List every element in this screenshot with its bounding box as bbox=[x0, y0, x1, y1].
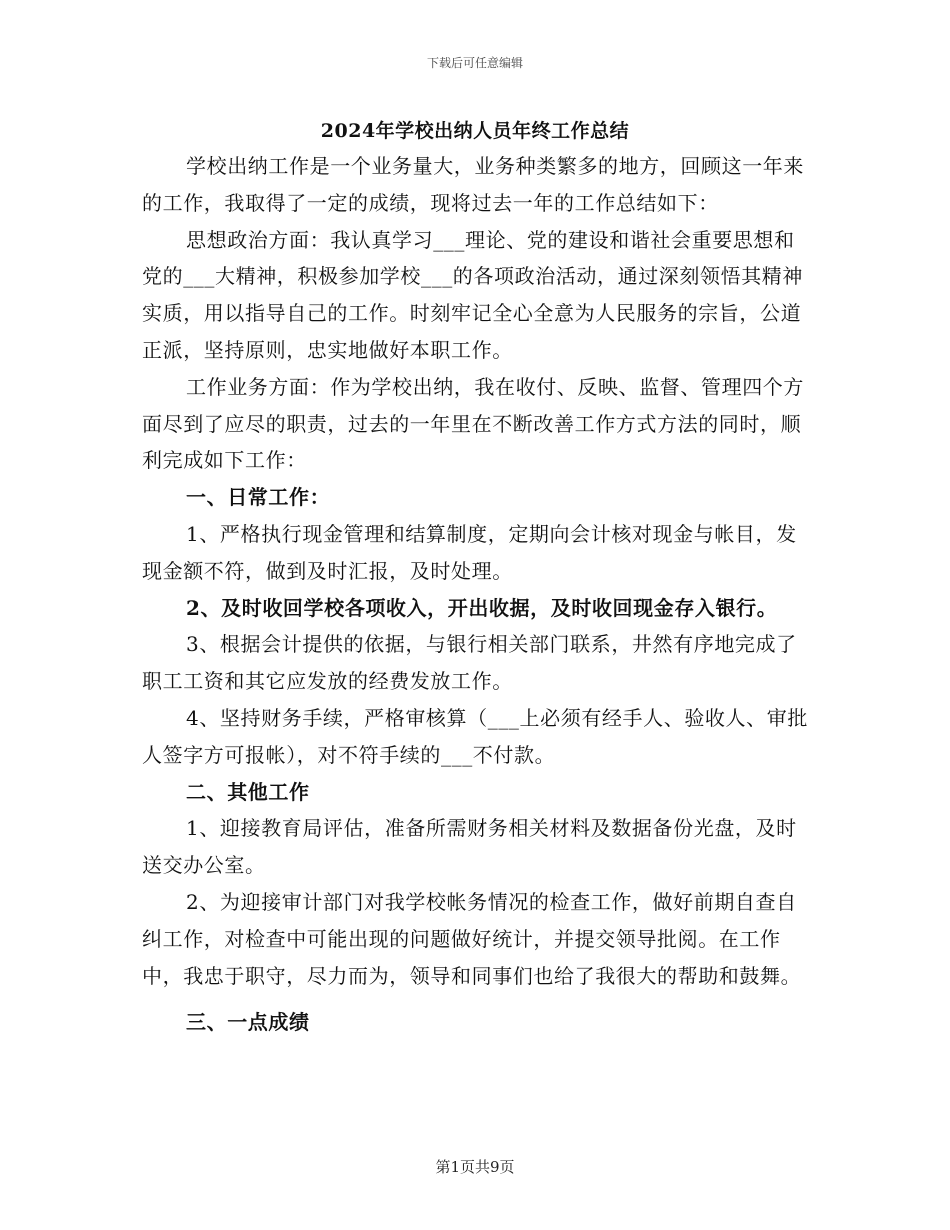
work-paragraph: 工作业务方面：作为学校出纳，我在收付、反映、监督、管理四个方面尽到了应尽的职责，过去的一年里在不断改善工作方式方法的同时，顺利完成如下工作： bbox=[142, 374, 804, 473]
section-heading-other: 二、其他工作 bbox=[186, 779, 310, 804]
daily-item-2: 2、及时收回学校各项收入，开出收据，及时收回现金存入银行。 bbox=[186, 595, 778, 620]
politics-paragraph: 思想政治方面：我认真学习___理论、党的建设和谐社会重要思想和党的___大精神，积极参加学校___的各项政治活动，通过深刻领悟其精神实质，用以指导自己的工作。时刻牢记全心全意为人民服务的宗旨，公道正派，坚持原则，忠实地做好本职工作。 bbox=[142, 227, 803, 362]
spacer bbox=[142, 994, 808, 1004]
daily-item-4: 4、坚持财务手续，严格审核算（___上必须有经手人、验收人、审批人签字方可报帐），对不符手续的___不付款。 bbox=[142, 705, 808, 767]
intro-paragraph: 学校出纳工作是一个业务量大，业务种类繁多的地方，回顾这一年来的工作，我取得了一定的成绩，现将过去一年的工作总结如下： bbox=[142, 154, 804, 215]
section-heading-daily: 一、日常工作： bbox=[186, 485, 331, 510]
other-item-2: 2、为迎接审计部门对我学校帐务情况的检查工作，做好前期自查自纠工作，对检查中可能出现的问题做好统计，并提交领导批阅。在工作中，我忠于职守，尽力而为，领导和同事们也给了我很大的帮助和鼓舞。 bbox=[142, 889, 802, 988]
daily-item-3: 3、根据会计提供的依据，与银行相关部门联系，井然有序地完成了职工工资和其它应发放的经费发放工作。 bbox=[142, 632, 797, 694]
header-note: 下载后可任意编辑 bbox=[426, 56, 523, 70]
document-body bbox=[142, 148, 808, 1041]
daily-item-1: 1、严格执行现金管理和结算制度，定期向会计核对现金与帐目，发现金额不符，做到及时汇报，及时处理。 bbox=[142, 521, 797, 583]
other-item-1: 1、迎接教育局评估，准备所需财务相关材料及数据备份光盘，及时送交办公室。 bbox=[142, 816, 797, 878]
page-number: 第1页共9页 bbox=[435, 1158, 515, 1176]
document-title: 2024年学校出纳人员年终工作总结 bbox=[320, 120, 630, 142]
section-heading-achievements: 三、一点成绩 bbox=[186, 1010, 310, 1035]
